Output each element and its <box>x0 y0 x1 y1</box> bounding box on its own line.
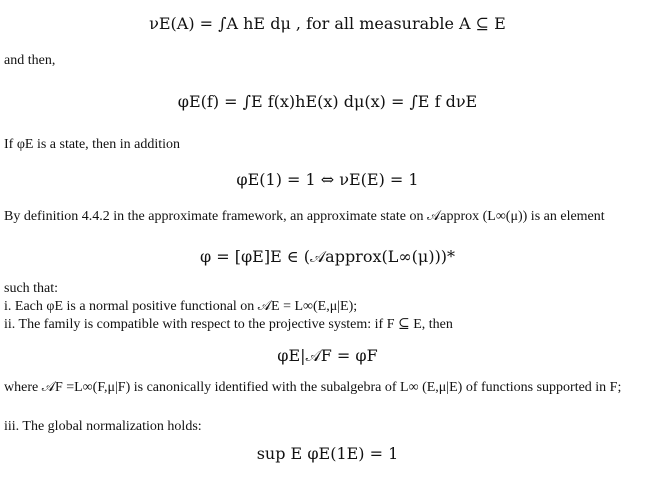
equation-phi-integral: φE(f) = ∫E f(x)hE(x) dμ(x) = ∫E f dνE <box>177 92 478 111</box>
equation-nu-definition: νE(A) = ∫A hE dμ , for all measurable A ⊆ E <box>149 14 506 33</box>
equation-compatibility: φE|𝒜F = φF <box>277 346 378 365</box>
equation-normalization: φE(1) = 1 ⇔ νE(E) = 1 <box>236 170 419 189</box>
equation-global-normalization: sup E φE(1E) = 1 <box>256 444 399 463</box>
item-i: i. Each φE is a normal positive functional on 𝒜E = L∞(E,μ|E); <box>4 299 358 314</box>
item-ii: ii. The family is compatible with respect to the projective system: if F ⊆ E, then <box>4 317 453 332</box>
text-and-then: and then, <box>4 53 56 68</box>
text-if-state: If φE is a state, then in addition <box>4 137 181 152</box>
equation-approximate-state: φ = [φE]E ∈ (𝒜approx(L∞(μ)))* <box>199 247 456 266</box>
item-iii: iii. The global normalization holds: <box>4 419 202 434</box>
text-where-identified: where 𝒜F =L∞(F,μ|F) is canonically identified with the subalgebra of L∞ (E,μ|E) of functions supported in F; <box>4 380 622 395</box>
text-such-that: such that: <box>4 281 59 296</box>
text-definition: By definition 4.4.2 in the approximate framework, an approximate state on 𝒜approx (L∞(μ)) is an element <box>4 209 605 224</box>
